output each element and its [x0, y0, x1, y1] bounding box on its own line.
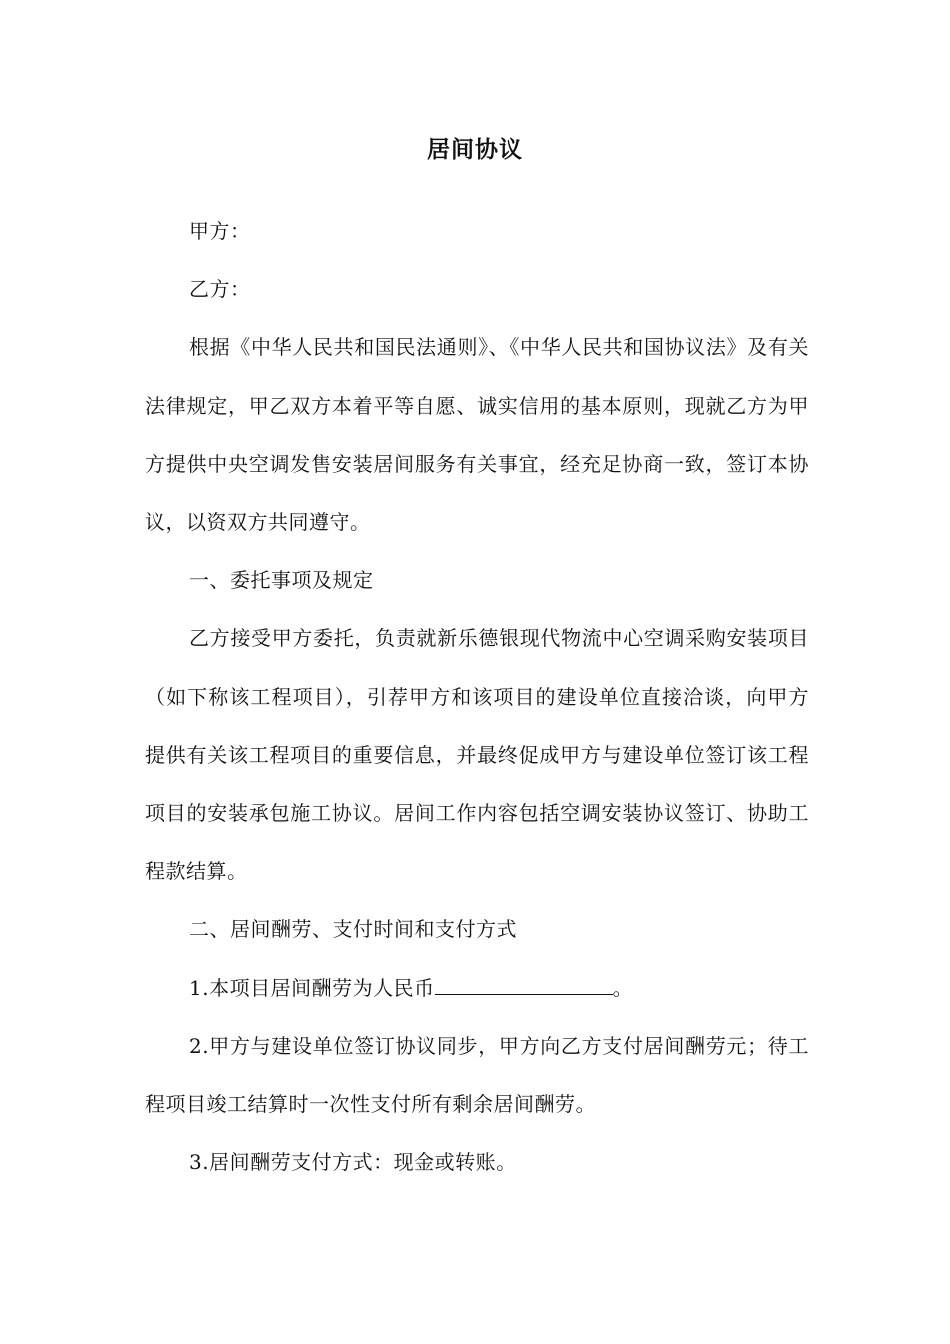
preamble-paragraph: 根据《中华人民共和国民法通则》、《中华人民共和国协议法》及有关法律规定，甲乙双方本着平等自愿、诚实信用的基本原则，现就乙方为甲方提供中央空调发售安装居间服务有关事宜，经充足协商一致，签订本协议，以资双方共同遵守。 [145, 335, 809, 535]
party-b-line: 乙方： [189, 277, 251, 302]
item-2-paragraph: 2.甲方与建设单位签订协议同步，甲方向乙方支付居间酬劳元；待工程项目竣工结算时一次性支付所有剩余居间酬劳。 [145, 1033, 809, 1117]
item-3-line: 3.居间酬劳支付方式：现金或转账。 [189, 1150, 517, 1175]
document-body [145, 202, 809, 1191]
amount-blank-field [435, 975, 613, 995]
item-1-text: 1.本项目居间酬劳为人民币 [189, 975, 435, 1000]
section-2-heading: 二、居间酬劳、支付时间和支付方式 [189, 917, 517, 942]
party-a-line: 甲方： [189, 219, 251, 243]
item-1-line [145, 959, 809, 1017]
document-title: 居间协议 [427, 137, 523, 163]
item-1-end: 。 [612, 975, 634, 1000]
section-1-heading: 一、委托事项及规定 [189, 568, 374, 593]
section-1-paragraph: 乙方接受甲方委托，负责就新乐德银现代物流中心空调采购安装项目（如下称该工程项目），引荐甲方和该项目的建设单位直接洽谈，向甲方提供有关该工程项目的重要信息，并最终促成甲方与建设单位签订该工程项目的安装承包施工协议。居间工作内容包括空调安装协议签订、协助工程款结算。 [145, 626, 809, 884]
